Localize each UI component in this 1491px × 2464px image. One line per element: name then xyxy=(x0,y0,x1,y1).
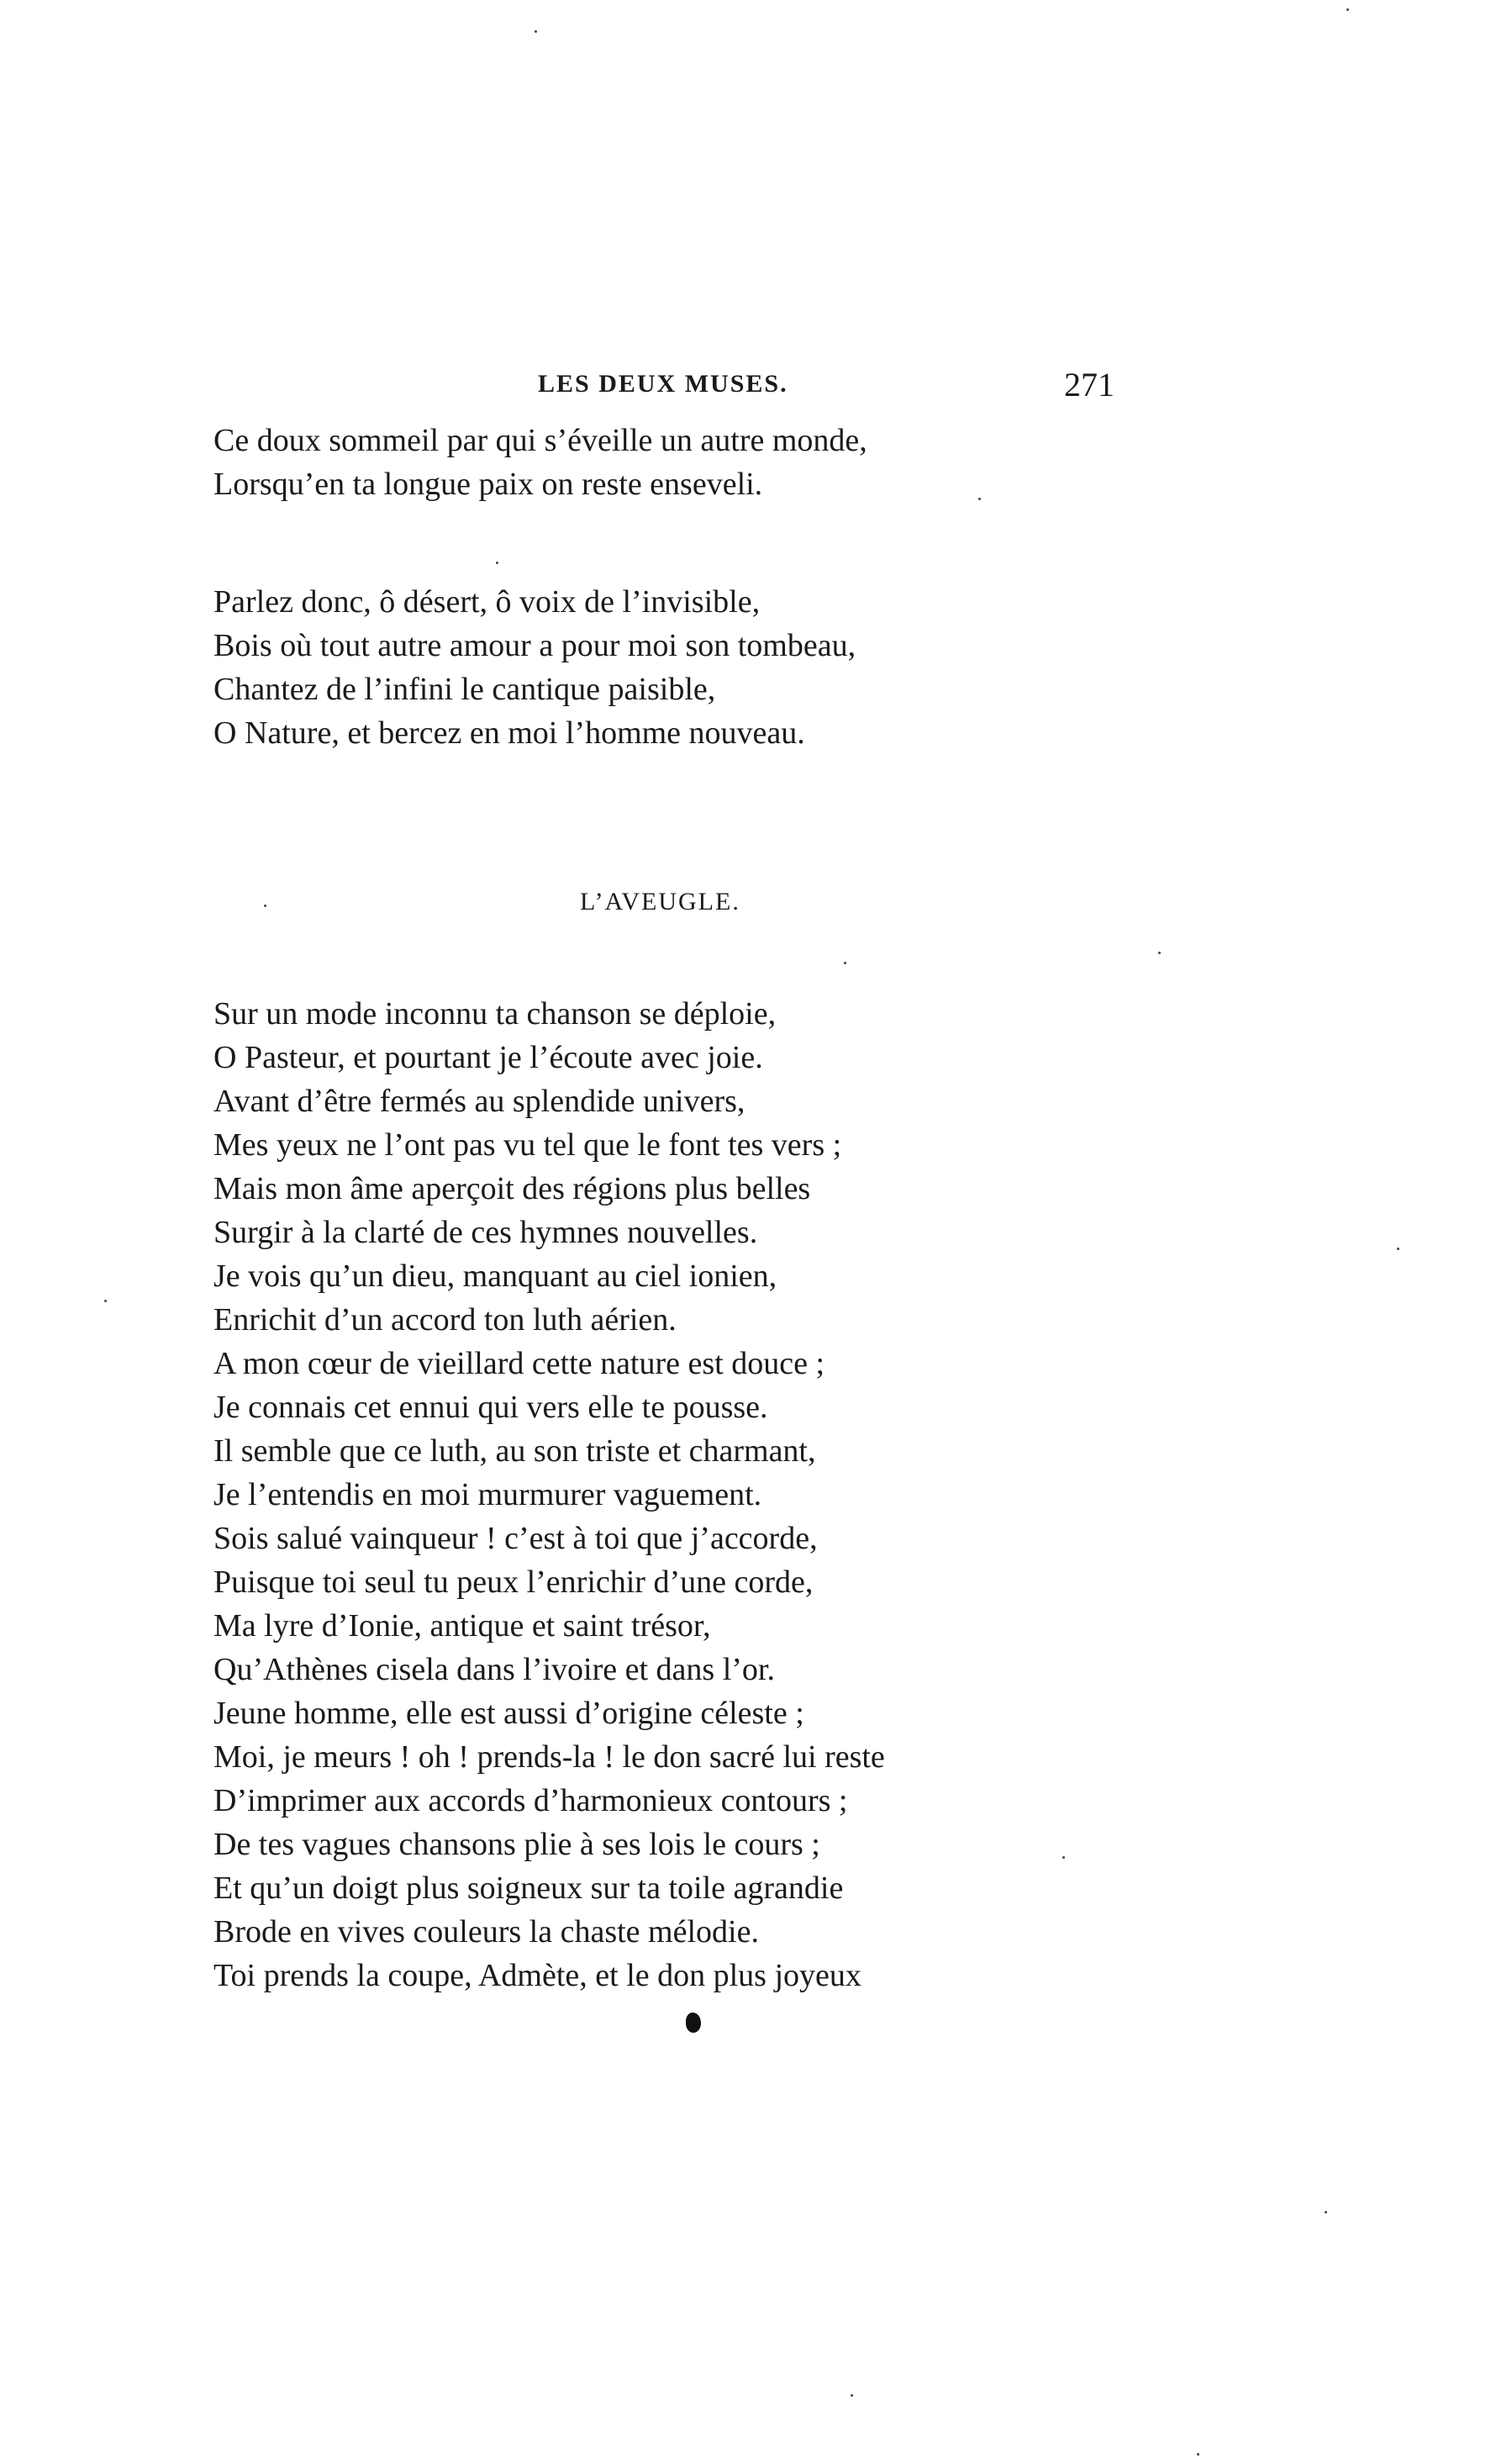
verse-line: Sur un mode inconnu ta chanson se déploie, xyxy=(213,996,777,1032)
verse-line: Moi, je meurs ! oh ! prends-la ! le don sacré lui reste xyxy=(213,1739,885,1775)
scan-speck xyxy=(1062,1856,1065,1859)
scan-speck xyxy=(104,1300,107,1302)
verse-line: Il semble que ce luth, au son triste et charmant, xyxy=(213,1433,816,1469)
poem-body xyxy=(213,992,1222,1997)
verse-line: Ma lyre d’Ionie, antique et saint trésor, xyxy=(213,1608,711,1644)
verse-line: Lorsqu’en ta longue paix on reste enseveli. xyxy=(213,467,763,502)
verse-line: Mais mon âme aperçoit des régions plus belles xyxy=(213,1171,811,1206)
verse-line: Jeune homme, elle est aussi d’origine céleste ; xyxy=(213,1696,804,1731)
scan-speck xyxy=(851,2394,853,2397)
verse-line: Toi prends la coupe, Admète, et le don plus joyeux xyxy=(213,1958,861,1993)
scan-speck xyxy=(496,562,498,564)
verse-line: Parlez donc, ô désert, ô voix de l’invisible, xyxy=(213,584,761,620)
poem-title: L’AVEUGLE. xyxy=(580,888,740,915)
scan-speck xyxy=(1346,8,1349,11)
verse-line: De tes vagues chansons plie à ses lois le cours ; xyxy=(213,1827,820,1862)
verse-line: O Pasteur, et pourtant je l’écoute avec joie. xyxy=(213,1040,763,1075)
verse-line: Je vois qu’un dieu, manquant au ciel ionien, xyxy=(213,1258,777,1294)
stanza-final xyxy=(213,580,1222,755)
verse-line: D’imprimer aux accords d’harmonieux contours ; xyxy=(213,1783,848,1818)
verse-line: Chantez de l’infini le cantique paisible, xyxy=(213,672,716,707)
verse-line: Surgir à la clarté de ces hymnes nouvelles. xyxy=(213,1215,758,1250)
verse-line: Avant d’être fermés au splendide univers, xyxy=(213,1084,746,1119)
verse-line: Puisque toi seul tu peux l’enrichir d’une corde, xyxy=(213,1564,814,1600)
verse-line: Enrichit d’un accord ton luth aérien. xyxy=(213,1302,677,1338)
running-title: LES DEUX MUSES. xyxy=(538,370,788,398)
scan-speck xyxy=(1325,2211,1327,2213)
verse-line: Mes yeux ne l’ont pas vu tel que le font tes vers ; xyxy=(213,1127,842,1163)
scan-speck xyxy=(264,905,266,907)
verse-line: Ce doux sommeil par qui s’éveille un autre monde, xyxy=(213,423,867,458)
scan-speck xyxy=(844,962,846,964)
page-number: 271 xyxy=(1064,366,1114,404)
scan-speck xyxy=(978,498,981,500)
verse-line: Qu’Athènes cisela dans l’ivoire et dans l’or. xyxy=(213,1652,775,1687)
scan-speck xyxy=(535,30,537,33)
scan-speck xyxy=(1197,2453,1199,2456)
verse-line: Je l’entendis en moi murmurer vaguement. xyxy=(213,1477,762,1512)
verse-line: Je connais cet ennui qui vers elle te pousse. xyxy=(213,1390,768,1425)
verse-line: Et qu’un doigt plus soigneux sur ta toile agrandie xyxy=(213,1870,844,1906)
verse-line: A mon cœur de vieillard cette nature est douce ; xyxy=(213,1346,825,1381)
verse-line: Bois où tout autre amour a pour moi son tombeau, xyxy=(213,628,856,663)
verse-line: Brode en vives couleurs la chaste mélodie. xyxy=(213,1914,759,1950)
stanza-continuation xyxy=(213,419,1222,506)
scan-speck xyxy=(1158,952,1161,954)
ink-blot xyxy=(686,2013,701,2033)
verse-line: O Nature, et bercez en moi l’homme nouveau. xyxy=(213,715,805,751)
scan-speck xyxy=(1397,1248,1399,1250)
verse-line: Sois salué vainqueur ! c’est à toi que j’accorde, xyxy=(213,1521,818,1556)
